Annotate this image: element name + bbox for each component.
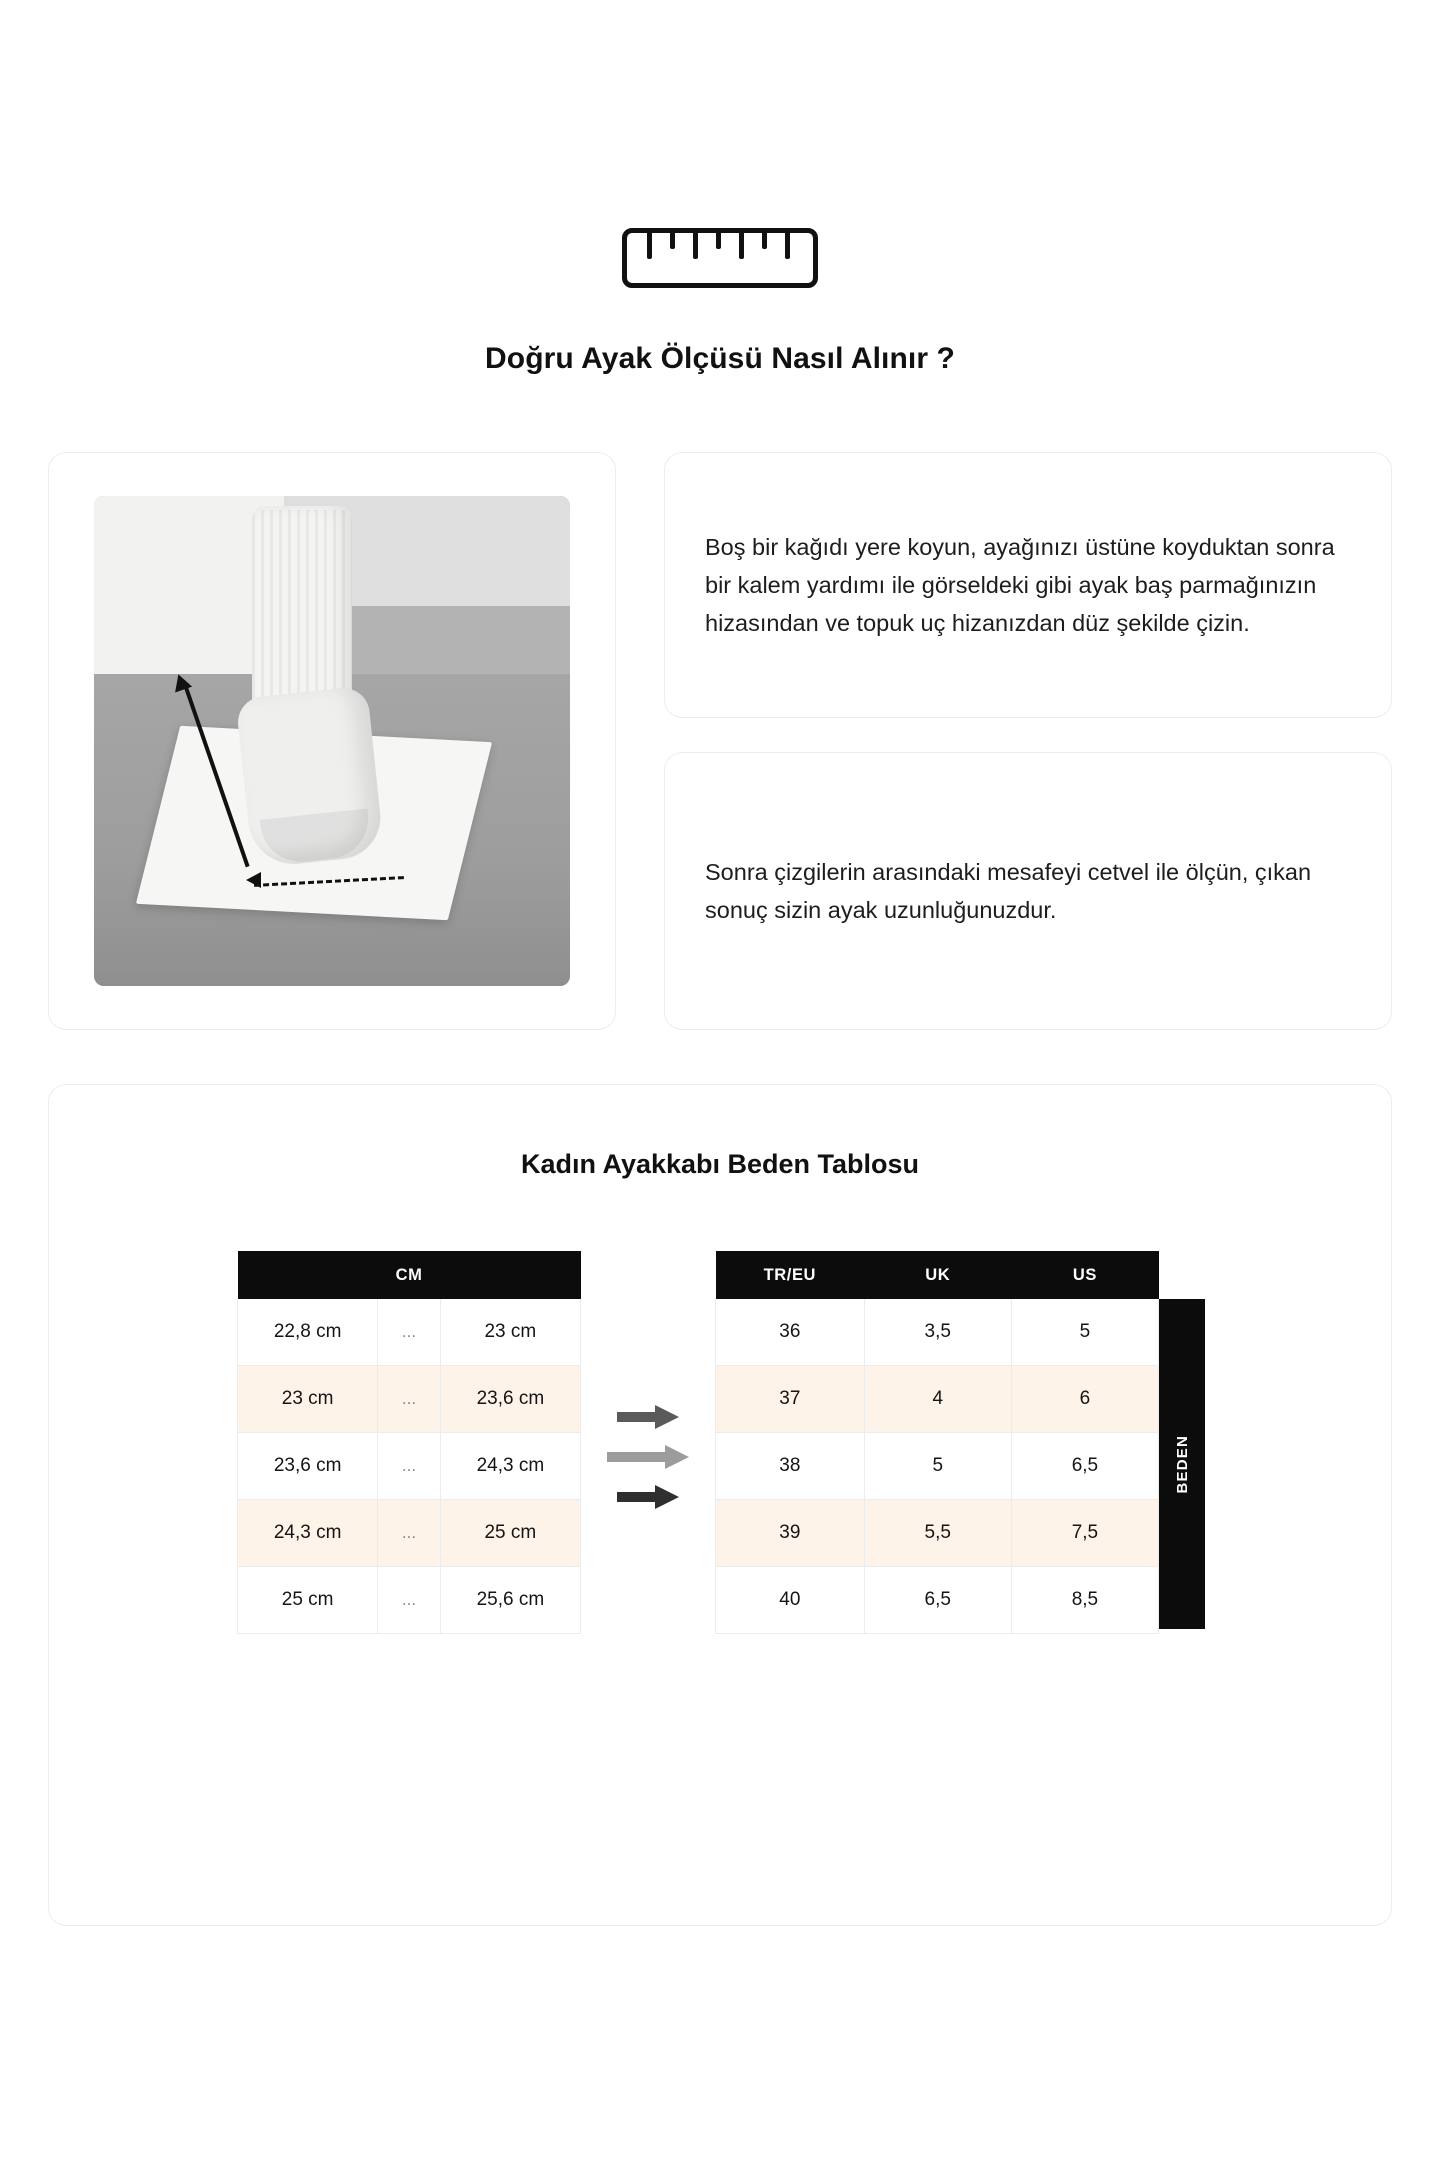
cm-to: 25 cm — [440, 1500, 580, 1567]
arrow-right-icon-3 — [617, 1485, 679, 1509]
size-conversion-table — [715, 1251, 1159, 1634]
table-row — [238, 1366, 581, 1433]
cm-to: 25,6 cm — [440, 1567, 580, 1634]
size-uk: 6,5 — [864, 1567, 1011, 1634]
cm-table-header: CM — [238, 1251, 581, 1299]
instruction-step-2-text: Sonra çizgilerin arasındaki mesafeyi cetvel ile ölçün, çıkan sonuç sizin ayak uzunluğunuzdur. — [705, 858, 1312, 923]
table-row — [238, 1299, 581, 1366]
table-row — [238, 1567, 581, 1634]
instruction-image-card — [48, 452, 616, 1030]
arrow-right-icon-1 — [617, 1405, 679, 1429]
size-table-title: Kadın Ayakkabı Beden Tablosu — [520, 1149, 920, 1179]
table-row — [716, 1366, 1159, 1433]
instruction-text-column — [664, 452, 1392, 1030]
size-tr-eu: 38 — [716, 1433, 865, 1500]
size-us: 8,5 — [1011, 1567, 1158, 1634]
beden-side-label — [1159, 1299, 1205, 1629]
table-row — [716, 1567, 1159, 1634]
cm-table — [237, 1251, 581, 1634]
cm-separator: ... — [378, 1567, 440, 1634]
cm-from: 24,3 cm — [238, 1500, 378, 1567]
instructions-section — [48, 452, 1392, 1030]
size-tr-eu: 37 — [716, 1366, 865, 1433]
cm-separator: ... — [378, 1366, 440, 1433]
conversion-arrows — [581, 1405, 715, 1509]
size-uk: 5 — [864, 1433, 1011, 1500]
instruction-step-1-text: Boş bir kağıdı yere koyun, ayağınızı üstüne koyduktan sonra bir kalem yardımı ile görseldeki gibi ayak baş parmağınızın hizasından ve topuk uç hizanızdan düz şekilde çizin. — [705, 533, 1335, 637]
size-table-card — [48, 1084, 1392, 1926]
cm-from: 22,8 cm — [238, 1299, 378, 1366]
size-us: 7,5 — [1011, 1500, 1158, 1567]
size-header-tr-eu: TR/EU — [716, 1251, 865, 1299]
size-uk: 3,5 — [864, 1299, 1011, 1366]
table-row — [238, 1433, 581, 1500]
size-us: 5 — [1011, 1299, 1158, 1366]
cm-to: 23 cm — [440, 1299, 580, 1366]
size-us: 6,5 — [1011, 1433, 1158, 1500]
table-row — [238, 1500, 581, 1567]
foot-measure-photo — [94, 496, 570, 986]
size-header-us: US — [1011, 1251, 1158, 1299]
table-row — [716, 1433, 1159, 1500]
ruler-icon-wrap — [0, 228, 1440, 288]
arrow-right-icon-2 — [607, 1445, 689, 1469]
size-tables-row — [49, 1251, 1393, 1634]
cm-from: 23 cm — [238, 1366, 378, 1433]
instruction-step-1-card — [664, 452, 1392, 718]
size-tr-eu: 40 — [716, 1567, 865, 1634]
size-us: 6 — [1011, 1366, 1158, 1433]
size-uk: 4 — [864, 1366, 1011, 1433]
size-tr-eu: 36 — [716, 1299, 865, 1366]
cm-from: 25 cm — [238, 1567, 378, 1634]
size-header-uk: UK — [864, 1251, 1011, 1299]
table-row — [716, 1299, 1159, 1366]
beden-side-label-text: BEDEN — [1173, 1434, 1191, 1494]
size-tr-eu: 39 — [716, 1500, 865, 1567]
ruler-icon — [622, 228, 818, 288]
cm-to: 24,3 cm — [440, 1433, 580, 1500]
cm-from: 23,6 cm — [238, 1433, 378, 1500]
cm-separator: ... — [378, 1433, 440, 1500]
instruction-step-2-card — [664, 752, 1392, 1030]
cm-separator: ... — [378, 1500, 440, 1567]
size-uk: 5,5 — [864, 1500, 1011, 1567]
cm-to: 23,6 cm — [440, 1366, 580, 1433]
page-title: Doğru Ayak Ölçüsü Nasıl Alınır ? — [485, 342, 955, 375]
table-row — [716, 1500, 1159, 1567]
cm-separator: ... — [378, 1299, 440, 1366]
